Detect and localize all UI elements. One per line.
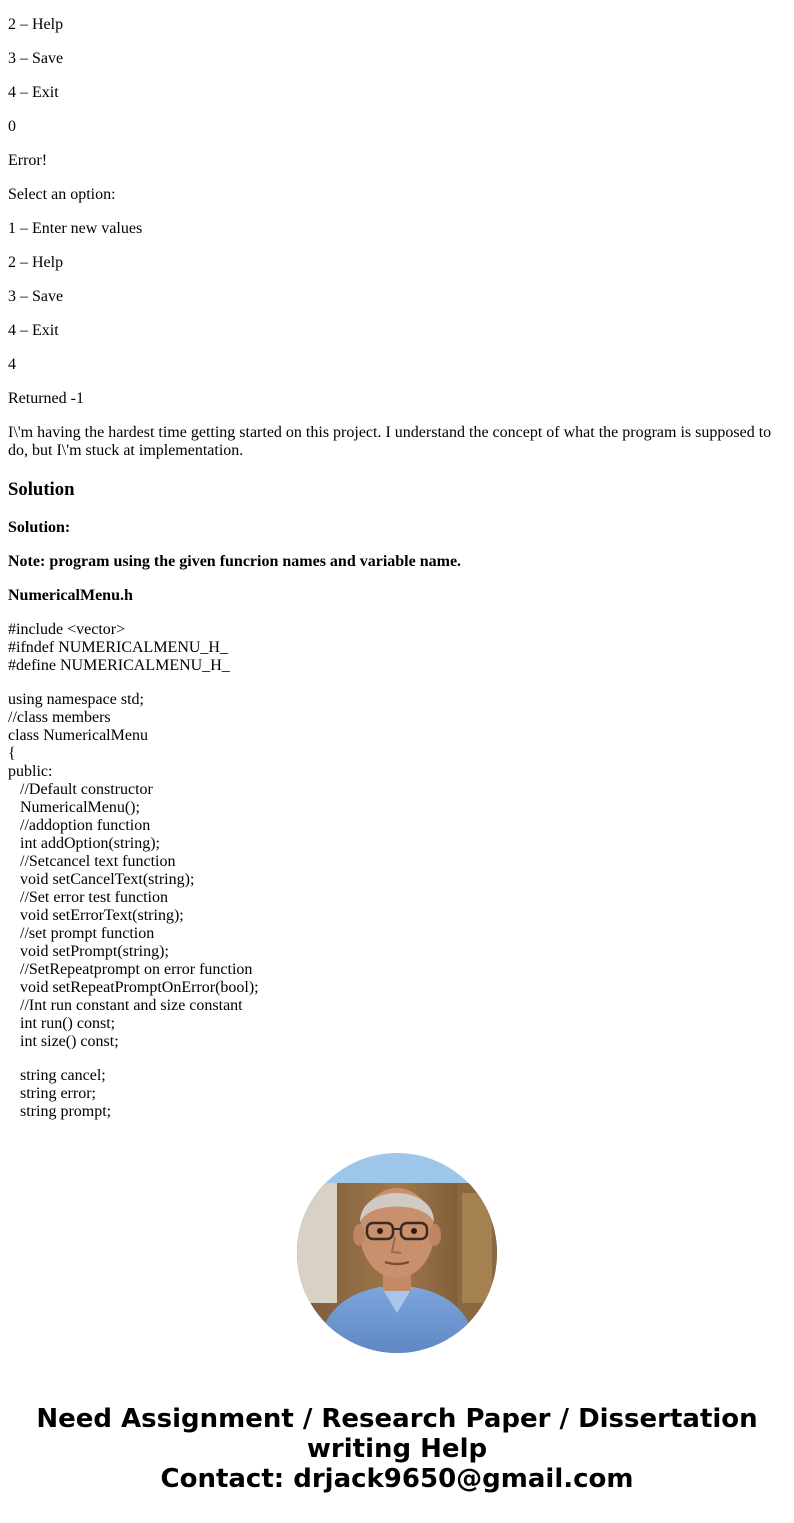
avatar [297, 1153, 497, 1353]
code-line: void setPrompt(string); [8, 943, 169, 960]
code-block-members [8, 1067, 111, 1121]
code-line: //SetRepeatprompt on error function [8, 961, 253, 978]
code-line: NumericalMenu(); [8, 799, 140, 816]
code-line: int run() const; [8, 1015, 116, 1032]
code-line: class NumericalMenu [8, 727, 148, 744]
footer-banner [0, 1404, 794, 1494]
code-line: //Default constructor [8, 781, 153, 798]
question-text: I\'m having the hardest time getting started on this project. I understand the concept of what the program is supposed to do, but I\'m stuck at implementation. [8, 424, 772, 459]
code-block-class [8, 691, 259, 1051]
avatar-portrait [297, 1153, 497, 1353]
code-line: #define NUMERICALMENU_H_ [8, 657, 230, 674]
code-line: //Setcancel text function [8, 853, 176, 870]
code-line: using namespace std; [8, 691, 144, 708]
output-line: Error! [8, 152, 48, 169]
output-line: 4 – Exit [8, 322, 59, 339]
footer-contact: Contact: drjack9650@gmail.com [160, 1464, 634, 1494]
output-line: Returned -1 [8, 390, 84, 407]
solution-heading: Solution [8, 479, 75, 500]
code-line: int size() const; [8, 1033, 119, 1050]
code-line: string cancel; [8, 1067, 106, 1084]
code-line: #ifndef NUMERICALMENU_H_ [8, 639, 228, 656]
code-line: { [8, 745, 16, 762]
file-name: NumericalMenu.h [8, 587, 133, 604]
code-line: public: [8, 763, 53, 780]
output-line: 3 – Save [8, 50, 64, 67]
code-line: //set prompt function [8, 925, 155, 942]
note-text: Note: program using the given funcrion names and variable name. [8, 553, 462, 570]
code-line: //Int run constant and size constant [8, 997, 243, 1014]
output-line: 3 – Save [8, 288, 64, 305]
code-line: void setCancelText(string); [8, 871, 195, 888]
code-line: string error; [8, 1085, 96, 1102]
output-line: 1 – Enter new values [8, 220, 143, 237]
output-line: Select an option: [8, 186, 116, 203]
output-line: 0 [8, 118, 16, 135]
code-line: //Set error test function [8, 889, 168, 906]
code-block-includes [8, 621, 230, 675]
footer-line: writing Help [306, 1434, 488, 1464]
code-line: //addoption function [8, 817, 151, 834]
code-line: //class members [8, 709, 111, 726]
code-line: void setErrorText(string); [8, 907, 184, 924]
code-line: void setRepeatPromptOnError(bool); [8, 979, 259, 996]
output-line: 2 – Help [8, 16, 64, 33]
solution-label: Solution: [8, 519, 71, 536]
code-line: int addOption(string); [8, 835, 160, 852]
code-line: #include <vector> [8, 621, 126, 638]
output-line: 2 – Help [8, 254, 64, 271]
output-line: 4 – Exit [8, 84, 59, 101]
code-line: string prompt; [8, 1103, 112, 1120]
output-line: 4 [8, 356, 16, 373]
footer-line: Need Assignment / Research Paper / Dissertation [36, 1404, 758, 1434]
